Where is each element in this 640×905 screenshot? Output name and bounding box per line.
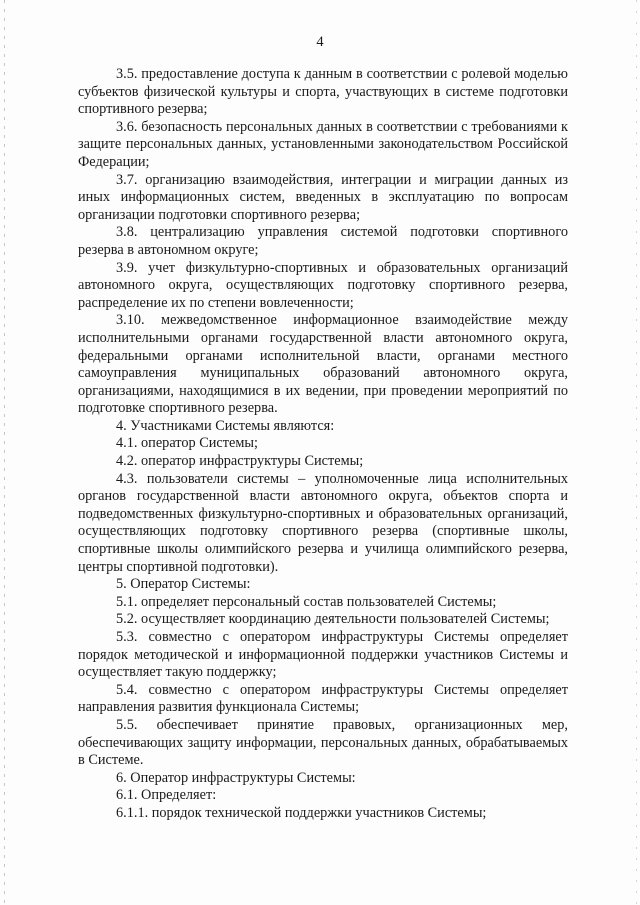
document-body <box>78 66 568 823</box>
paragraph-3-5: 3.5. предоставление доступа к данным в соответствии с ролевой моделью субъектов физической культуры и спорта, участвующих в системе подготовки спортивного резерва; <box>78 66 568 118</box>
scan-edge-right <box>636 0 637 905</box>
paragraph-6: 6. Оператор инфраструктуры Системы: <box>116 769 356 786</box>
paragraph-5: 5. Оператор Системы: <box>116 576 251 593</box>
page-number: 4 <box>316 34 324 50</box>
paragraph-5-1: 5.1. определяет персональный состав пользователей Системы; <box>116 593 497 610</box>
paragraph-3-6: 3.6. безопасность персональных данных в соответствии с требованиями к защите персональных данных, установленными законодательством Российской Федерации; <box>78 118 568 170</box>
paragraph-5-4: 5.4. совместно с оператором инфраструктуры Системы определяет направления развития функционала Системы; <box>78 681 568 716</box>
paragraph-4-1: 4.1. оператор Системы; <box>116 435 258 452</box>
paragraph-6-1: 6.1. Определяет: <box>116 787 217 804</box>
paragraph-3-8: 3.8. централизацию управления системой подготовки спортивного резерва в автономном округе; <box>78 224 568 258</box>
paragraph-3-7: 3.7. организацию взаимодействия, интеграции и миграции данных из иных информационных систем, введенных в эксплуатацию по вопросам организации подготовки спортивного резерва; <box>78 171 568 223</box>
paragraph-6-1-1: 6.1.1. порядок технической поддержки участников Системы; <box>116 804 487 821</box>
paragraph-5-2: 5.2. осуществляет координацию деятельности пользователей Системы; <box>116 611 550 628</box>
paragraph-3-10: 3.10. межведомственное информационное взаимодействие между исполнительными органами государственной власти автономного округа, федеральными органами исполнительной власти, органами местного самоуправления муниципальных образований автономного округа, организациями, находящимися в их ведении, при проведении мероприятий по подготовке спортивного резерва. <box>78 312 568 417</box>
paragraph-5-3: 5.3. совместно с оператором инфраструктуры Системы определяет порядок методической и информационной поддержки участников Системы и осуществляет такую поддержку; <box>78 629 568 681</box>
paragraph-5-5: 5.5. обеспечивает принятие правовых, организационных мер, обеспечивающих защиту информации, персональных данных, обрабатываемых в Системе. <box>78 716 568 769</box>
scan-edge-left <box>4 0 5 905</box>
paragraph-4-3: 4.3. пользователи системы – уполномоченные лица исполнительных органов государственной власти автономного округа, объектов спорта и подведомственных физкультурно-спортивных и образовательных организаций, осуществляющих подготовку спортивного резерва (спортивные школы, спортивные школы олимпийского резерва и училища олимпийского резерва, центры спортивной подготовки). <box>78 470 568 575</box>
paragraph-4-2: 4.2. оператор инфраструктуры Системы; <box>116 453 364 470</box>
paragraph-4: 4. Участниками Системы являются: <box>116 417 335 434</box>
paragraph-3-9: 3.9. учет физкультурно-спортивных и образовательных организаций автономного округа, осуществляющих подготовку спортивного резерва, распределение их по степени вовлеченности; <box>78 259 568 311</box>
